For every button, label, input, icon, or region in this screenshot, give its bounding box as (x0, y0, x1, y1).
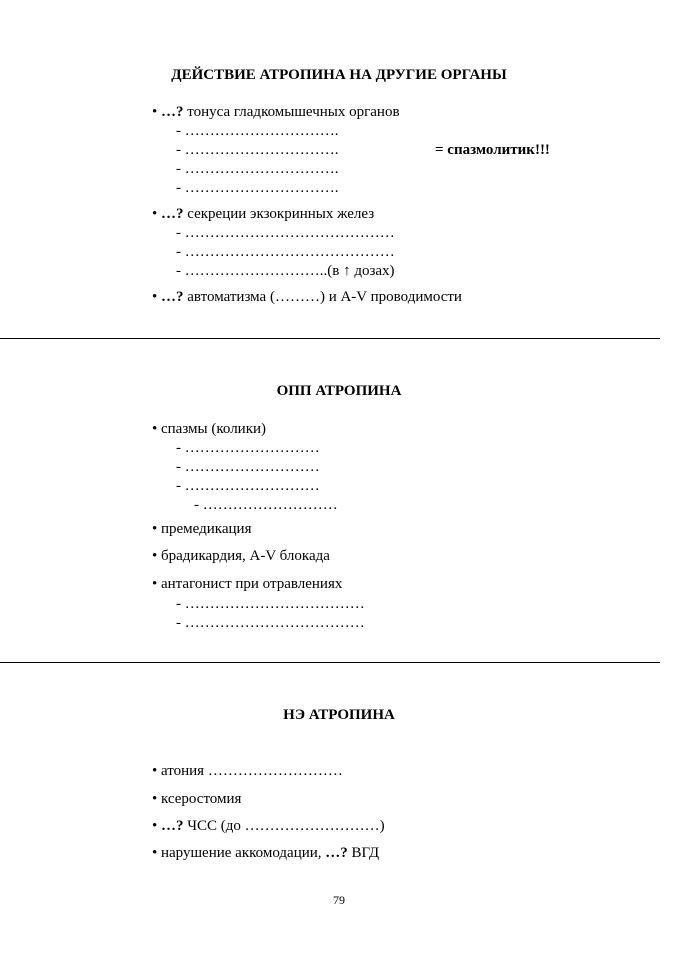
page-number: 79 (333, 893, 345, 907)
section-title-effects: ДЕЙСТВИЕ АТРОПИНА НА ДРУГИЕ ОРГАНЫ (171, 67, 507, 83)
blank-item: - ……………………… (194, 497, 338, 513)
section-title-side-effects: НЭ АТРОПИНА (283, 707, 395, 723)
bullet-xerostomia: • ксеростомия (152, 791, 242, 807)
blank-item: - ………………………..(в ↑ дозах) (176, 263, 395, 279)
bullet-automatism: • …? автоматизма (………) и A-V проводимости (152, 289, 462, 305)
spasmolytic-note: = спазмолитик!!! (435, 142, 550, 158)
blank-item: - ……………………… (176, 440, 320, 456)
blank-item: - …………………………………… (176, 225, 395, 241)
bullet-antagonist: • антагонист при отравлениях (152, 576, 343, 592)
blank-item: - ……………………… (176, 478, 320, 494)
section-title-indications: ОПП АТРОПИНА (276, 383, 402, 399)
blank-item: - …………………………………… (176, 244, 395, 260)
bullet-atony: • атония ……………………… (152, 763, 343, 779)
blank-item: - ……………………………… (176, 596, 365, 612)
bullet-spasms: • спазмы (колики) (152, 421, 267, 437)
blank-item: - ……………………………… (176, 615, 365, 631)
bullet-accommodation: • нарушение аккомодации, …? ВГД (152, 845, 380, 861)
blank-item: - ……………………… (176, 459, 320, 475)
blank-item: - …………………………. (176, 180, 339, 196)
blank-item: - …………………………. (176, 161, 339, 177)
blank-item: - …………………………. (176, 123, 339, 139)
blank-item: - …………………………. (176, 142, 339, 158)
bullet-bradycardia: • брадикардия, A-V блокада (152, 548, 330, 564)
bullet-heart-rate: • …? ЧСС (до ………………………) (152, 818, 385, 834)
section-divider (0, 338, 660, 339)
bullet-smooth-muscle-tone: • …? тонуса гладкомышечных органов (152, 104, 400, 120)
section-divider (0, 662, 660, 663)
bullet-exocrine-secretion: • …? секреции экзокринных желез (152, 206, 375, 222)
bullet-premedication: • премедикация (152, 521, 252, 537)
